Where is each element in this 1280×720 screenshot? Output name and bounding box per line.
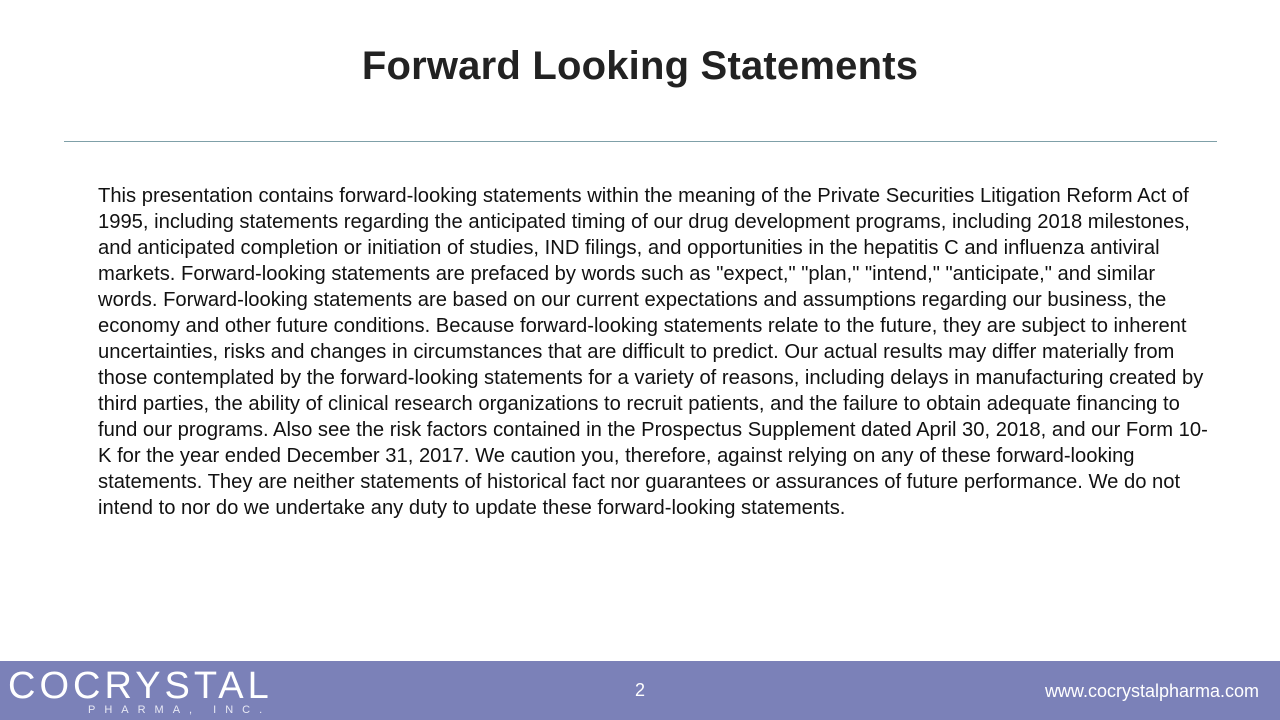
slide-title: Forward Looking Statements — [361, 44, 919, 88]
company-logo — [8, 664, 273, 720]
logo-wordmark: COCRYSTAL — [8, 665, 273, 707]
title-divider — [64, 141, 1217, 142]
disclaimer-body: This presentation contains forward-looking statements within the meaning of the Private Securities Litigation Reform Act of 1995, including statements regarding the anticipated timing of our drug development programs, including 2018 milestones, and anticipated completion or initiation of studies, IND filings, and opportunities in the hepatitis C and influenza antiviral markets. Forward-looking statements are prefaced by words such as "expect," "plan," "intend," "anticipate," and similar words. Forward-looking statements are based on our current expectations and assumptions regarding our business, the economy and other future conditions. Because forward-looking statements relate to the future, they are subject to inherent uncertainties, risks and changes in circumstances that are difficult to predict. Our actual results may differ materially from those contemplated by the forward-looking statements for a variety of reasons, including delays in manufacturing created by third parties, the ability of clinical research organizations to recruit patients, and the failure to obtain adequate financing to fund our programs. Also see the risk factors contained in the Prospectus Supplement dated April 30, 2018, and our Form 10-K for the year ended December 31, 2017. We caution you, therefore, against relying on any of these forward-looking statements. They are neither statements of historical fact nor guarantees or assurances of future performance. We do not intend to nor do we undertake any duty to update these forward-looking statements. — [98, 185, 1208, 519]
logo-subtext: PHARMA, INC. — [88, 704, 272, 716]
footer-bar — [0, 661, 1280, 720]
website-url: www.cocrystalpharma.com — [1044, 681, 1259, 701]
page-number: 2 — [634, 680, 645, 700]
